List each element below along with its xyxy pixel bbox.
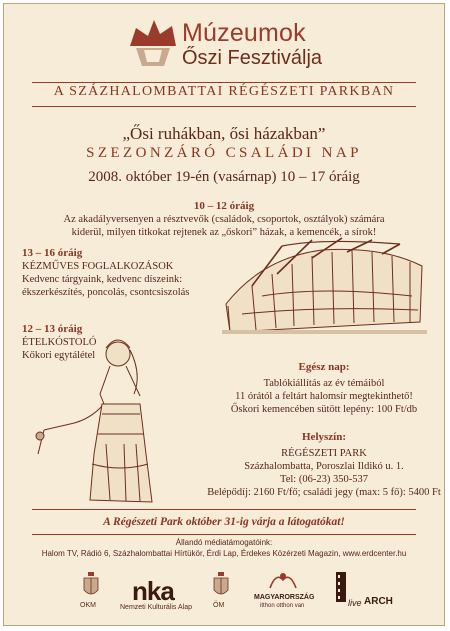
hungary-tourism-icon — [266, 570, 300, 592]
bottom-divider-1 — [32, 509, 416, 510]
event-quote: „Ősi ruhákban, ősi házakban” — [122, 124, 326, 143]
section1-time: 10 – 12 óráig — [193, 200, 255, 212]
section1-line1: Az akadályversenyen a résztvevők (családok, csoportok, osztályok) számára — [63, 214, 385, 225]
event-date: 2008. október 19-én (vasárnap) 10 – 17 óráig — [88, 169, 360, 185]
om-label: ÖM — [213, 602, 225, 609]
crafts-time: 13 – 16 óráig — [22, 247, 83, 259]
okm-label: OKM — [80, 602, 96, 609]
film-strip-icon — [336, 572, 346, 602]
woman-spinning-illustration — [30, 324, 180, 509]
top-divider — [32, 82, 416, 83]
location-phone: Tel: (06-23) 350-537 — [280, 474, 368, 485]
park-header: A SZÁZHALOMBATTAI RÉGÉSZETI PARKBAN — [53, 84, 395, 99]
poster — [3, 3, 445, 626]
allday-line1: Tablókiállítás az év témáiból — [263, 378, 385, 389]
festival-subtitle: Őszi Fesztiválja — [182, 47, 323, 69]
nka-logo: nka — [132, 576, 174, 606]
location-section — [204, 431, 444, 499]
allday-line2: 11 órától a feltárt halomsír megtekinthető! — [235, 391, 413, 402]
location-name: RÉGÉSZETI PARK — [281, 448, 367, 459]
media-title: Állandó médiatámogatóink: — [175, 538, 273, 547]
crafts-line1: Kedvenc tárgyaink, kedvenc díszeink: — [22, 274, 183, 285]
arch-label: ARCH — [364, 596, 393, 607]
crafts-line2: ékszerkészítés, poncolás, csontcsiszolás — [22, 287, 190, 298]
nka-sub: Nemzeti Kulturális Alap — [120, 604, 192, 611]
thatched-hut-illustration — [222, 236, 427, 346]
allday-title: Egész nap: — [298, 361, 350, 373]
coat-of-arms-icon-2 — [212, 570, 230, 600]
entry-fee: Belépődíj: 2160 Ft/fő; családi jegy (max: 5 fő): 5400 Ft — [207, 487, 441, 498]
section1-line2: kiderül, milyen titkokat rejtenek az „őskori” házak, a kemencék, a sírok! — [71, 227, 377, 238]
magyarorszag-label: MAGYARORSZÁG — [254, 594, 315, 601]
museum-logo-icon — [126, 16, 180, 68]
live-label: live — [348, 598, 362, 608]
crafts-section — [22, 247, 237, 299]
allday-section — [204, 361, 444, 416]
magyarorszag-sub: itthon otthon van — [260, 603, 305, 609]
tasting-label: ÉTELKÓSTOLÓ — [22, 337, 97, 348]
coat-of-arms-icon — [82, 570, 100, 600]
bottom-divider-2 — [32, 534, 416, 535]
event-title: SZEZONZÁRÓ CSALÁDI NAP — [86, 145, 362, 161]
closing-banner: A Régészeti Park október 31-ig várja a látogatókat! — [103, 516, 345, 528]
crafts-label: KÉZMŰVES FOGLALKOZÁSOK — [22, 261, 174, 272]
tasting-line1: Kőkori egytálétel — [22, 350, 96, 361]
tasting-time: 12 – 13 óráig — [22, 323, 83, 335]
location-address: Százhalombatta, Poroszlai Ildikó u. 1. — [244, 461, 404, 472]
allday-line3: Őskori kemencében sütött lepény: 100 Ft/db — [230, 404, 418, 415]
festival-name: Múzeumok — [182, 19, 306, 47]
header-divider — [32, 106, 416, 107]
media-list: Halom TV, Rádió 6, Százhalombattai Hírtükör, Érdi Lap, Érdekes Közérzeti Magazin, www.erdcenter.hu — [41, 549, 407, 558]
location-title: Helyszín: — [302, 431, 346, 443]
